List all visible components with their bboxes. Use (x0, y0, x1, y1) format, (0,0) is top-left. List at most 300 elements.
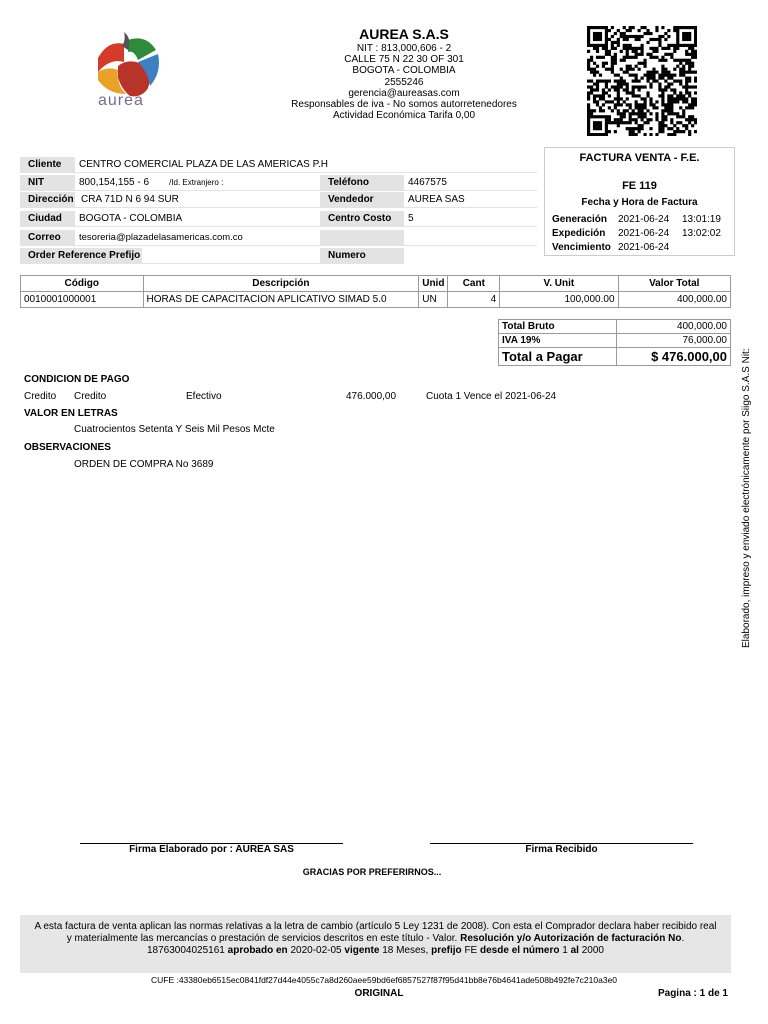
qr-module (655, 100, 658, 103)
qr-module (599, 32, 602, 35)
generation-date: 2021-06-24 (618, 214, 670, 225)
qr-module (638, 106, 641, 109)
qr-module (620, 115, 623, 118)
qr-module (614, 97, 617, 100)
payment-title: CONDICION DE PAGO (24, 374, 130, 385)
qr-module (661, 47, 664, 50)
legal-line2: y materialmente las mercancías o prestación de servicios descritos en este título - Valor. Resolución y/o Autorización de facturación No. (66, 933, 685, 944)
qr-module (599, 133, 602, 136)
qr-module (635, 118, 638, 121)
qr-module (617, 80, 620, 83)
city-label: Ciudad (20, 211, 75, 227)
qr-module (632, 109, 635, 112)
qr-module (599, 44, 602, 47)
qr-module (587, 68, 590, 71)
qr-module (605, 62, 608, 65)
observations-title: OBSERVACIONES (24, 442, 111, 453)
qr-module (670, 133, 673, 136)
qr-module (587, 112, 590, 115)
qr-module (679, 62, 682, 65)
qr-module (596, 115, 599, 118)
qr-module (694, 29, 697, 32)
qr-module (655, 71, 658, 74)
qr-module (614, 53, 617, 56)
qr-module (617, 112, 620, 115)
qr-module (596, 127, 599, 130)
qr-module (623, 59, 626, 62)
qr-module (587, 32, 590, 35)
qr-module (605, 35, 608, 38)
qr-module (679, 82, 682, 85)
qr-module (614, 103, 617, 106)
pay-label: Total a Pagar (499, 348, 617, 366)
qr-module (649, 77, 652, 80)
qr-module (635, 38, 638, 41)
qr-module (673, 29, 676, 32)
qr-module (676, 97, 679, 100)
qr-module (667, 44, 670, 47)
qr-module (661, 130, 664, 133)
qr-module (608, 121, 611, 124)
qr-module (590, 80, 593, 83)
qr-module (587, 121, 590, 124)
qr-module (691, 103, 694, 106)
qr-module (652, 50, 655, 53)
qr-module (670, 82, 673, 85)
qr-module (691, 85, 694, 88)
qr-module (596, 44, 599, 47)
qr-module (599, 35, 602, 38)
qr-module (673, 91, 676, 94)
nit-value: 800,154,155 - 6 (79, 177, 150, 188)
qr-module (626, 35, 629, 38)
qr-module (596, 85, 599, 88)
qr-module (638, 38, 641, 41)
qr-module (685, 85, 688, 88)
qr-module (605, 91, 608, 94)
qr-module (629, 29, 632, 32)
qr-module (614, 62, 617, 65)
qr-module (635, 77, 638, 80)
qr-module (605, 32, 608, 35)
qr-module (652, 56, 655, 59)
qr-module (614, 130, 617, 133)
qr-module (688, 59, 691, 62)
col-code: Código (21, 276, 144, 292)
qr-module (661, 26, 664, 29)
qr-module (688, 85, 691, 88)
qr-module (626, 97, 629, 100)
qr-module (614, 32, 617, 35)
foreign-id-label: /Id. Extranjero : (169, 178, 224, 187)
qr-module (685, 127, 688, 130)
qr-module (632, 130, 635, 133)
qr-module (620, 112, 623, 115)
qr-module (608, 88, 611, 91)
qr-module (643, 59, 646, 62)
qr-module (646, 32, 649, 35)
qr-module (685, 88, 688, 91)
qr-module (593, 35, 596, 38)
qr-module (608, 68, 611, 71)
qr-module (623, 121, 626, 124)
qr-module (596, 47, 599, 50)
qr-module (590, 44, 593, 47)
qr-module (605, 130, 608, 133)
qr-module (602, 47, 605, 50)
qr-module (590, 112, 593, 115)
qr-module (652, 103, 655, 106)
qr-module (667, 109, 670, 112)
invoice-number: FE 119 (622, 180, 657, 192)
iva-row (499, 334, 731, 348)
qr-module (587, 133, 590, 136)
qr-module (667, 106, 670, 109)
qr-module (593, 74, 596, 77)
qr-module (620, 82, 623, 85)
qr-module (679, 26, 682, 29)
qr-module (646, 109, 649, 112)
qr-module (602, 80, 605, 83)
qr-module (691, 106, 694, 109)
qr-module (632, 80, 635, 83)
qr-module (688, 115, 691, 118)
qr-module (694, 71, 697, 74)
qr-module (641, 112, 644, 115)
qr-module (611, 56, 614, 59)
qr-module (676, 47, 679, 50)
qr-module (626, 103, 629, 106)
qr-module (661, 109, 664, 112)
qr-module (635, 56, 638, 59)
qr-module (599, 26, 602, 29)
qr-module (638, 103, 641, 106)
qr-module (620, 32, 623, 35)
qr-module (599, 74, 602, 77)
company-city: BOGOTA - COLOMBIA (352, 65, 456, 77)
qr-module (688, 71, 691, 74)
qr-module (691, 53, 694, 56)
qr-module (605, 44, 608, 47)
qr-module (629, 118, 632, 121)
qr-module (635, 94, 638, 97)
qr-module (649, 100, 652, 103)
qr-module (682, 94, 685, 97)
invoice-dates-title: Fecha y Hora de Factura (581, 197, 698, 208)
qr-module (626, 109, 629, 112)
item-code: 0010001000001 (21, 292, 144, 308)
qr-module (673, 88, 676, 91)
qr-module (667, 77, 670, 80)
qr-module (593, 115, 596, 118)
qr-module (593, 127, 596, 130)
qr-module (685, 91, 688, 94)
qr-module (676, 94, 679, 97)
qr-module (596, 26, 599, 29)
qr-module (614, 56, 617, 59)
qr-module (694, 50, 697, 53)
qr-module (632, 56, 635, 59)
qr-module (667, 103, 670, 106)
qr-module (626, 38, 629, 41)
expedition-row (552, 228, 721, 239)
qr-module (632, 85, 635, 88)
totals-table (498, 319, 731, 366)
qr-module (685, 32, 688, 35)
qr-module (611, 41, 614, 44)
qr-module (694, 77, 697, 80)
qr-module (626, 88, 629, 91)
qr-module (682, 74, 685, 77)
qr-module (620, 68, 623, 71)
qr-module (599, 56, 602, 59)
qr-module (643, 115, 646, 118)
qr-module (617, 41, 620, 44)
qr-module (664, 53, 667, 56)
qr-module (694, 130, 697, 133)
qr-module (658, 85, 661, 88)
qr-module (652, 77, 655, 80)
qr-module (670, 118, 673, 121)
qr-module (664, 118, 667, 121)
qr-module (685, 44, 688, 47)
qr-module (638, 88, 641, 91)
qr-module (614, 85, 617, 88)
qr-module (649, 82, 652, 85)
qr-module (590, 68, 593, 71)
qr-module (635, 47, 638, 50)
qr-module (587, 127, 590, 130)
qr-module (626, 127, 629, 130)
qr-module (646, 118, 649, 121)
col-description: Descripción (143, 276, 419, 292)
company-address: CALLE 75 N 22 30 OF 301 (344, 54, 464, 66)
page-number: Pagina : 1 de 1 (657, 988, 728, 999)
qr-module (661, 103, 664, 106)
qr-module (664, 124, 667, 127)
cufe: CUFE :43380eb6515ec0841fdf27d44e4055c7a8d260aee59bd6ef6857527f87f95d41bb8e76b4641ade508b492fe7c210a3e0 (150, 975, 618, 985)
qr-module (688, 94, 691, 97)
qr-module (641, 62, 644, 65)
signature-prepared: Firma Elaborado por : AUREA SAS (129, 844, 294, 855)
qr-module (632, 68, 635, 71)
qr-module (670, 100, 673, 103)
qr-module (649, 127, 652, 130)
qr-module (676, 65, 679, 68)
qr-module (626, 82, 629, 85)
qr-module (611, 121, 614, 124)
qr-module (617, 85, 620, 88)
qr-module (602, 26, 605, 29)
qr-module (641, 97, 644, 100)
qr-module (670, 106, 673, 109)
qr-module (596, 94, 599, 97)
qr-module (679, 44, 682, 47)
qr-module (641, 77, 644, 80)
qr-module (670, 127, 673, 130)
qr-module (649, 133, 652, 136)
qr-module (626, 71, 629, 74)
qr-module (596, 35, 599, 38)
qr-module (646, 53, 649, 56)
qr-module (670, 97, 673, 100)
qr-module (685, 53, 688, 56)
qr-module (664, 85, 667, 88)
qr-module (623, 71, 626, 74)
qr-module (691, 100, 694, 103)
qr-module (587, 26, 590, 29)
qr-module (590, 133, 593, 136)
blank-value (404, 230, 537, 246)
qr-module (599, 38, 602, 41)
qr-module (688, 38, 691, 41)
qr-module (691, 56, 694, 59)
due-label: Vencimiento (552, 242, 611, 253)
qr-module (605, 115, 608, 118)
qr-module (682, 71, 685, 74)
qr-module (602, 97, 605, 100)
qr-module (605, 121, 608, 124)
qr-module (596, 56, 599, 59)
qr-module (667, 47, 670, 50)
qr-module (664, 32, 667, 35)
qr-module (638, 68, 641, 71)
qr-module (632, 47, 635, 50)
qr-module (617, 103, 620, 106)
qr-module (620, 77, 623, 80)
vertical-note: Elaborado, impreso y enviado electrónicamente por Siigo S.A.S Nit: (741, 348, 752, 648)
qr-module (667, 53, 670, 56)
qr-module (641, 53, 644, 56)
qr-module (658, 35, 661, 38)
qr-module (641, 118, 644, 121)
qr-module (682, 112, 685, 115)
city-value: BOGOTA - COLOMBIA (75, 211, 320, 227)
qr-module (691, 97, 694, 100)
qr-module (632, 74, 635, 77)
qr-module (587, 97, 590, 100)
qr-module (638, 124, 641, 127)
seller-value: AUREA SAS (404, 192, 537, 208)
qr-module (629, 130, 632, 133)
qr-module (643, 97, 646, 100)
qr-module (673, 26, 676, 29)
qr-module (691, 62, 694, 65)
qr-module (587, 124, 590, 127)
company-iva-note: Responsables de iva - No somos autorretenedores (291, 99, 517, 111)
col-qty: Cant (448, 276, 500, 292)
qr-module (626, 47, 629, 50)
qr-module (587, 41, 590, 44)
qr-module (652, 47, 655, 50)
qr-module (608, 29, 611, 32)
legal-line1: A esta factura de venta aplican las normas relativas a la letra de cambio (artículo 5 Ley 1231 de 2008). Con esta el Comprador declara haber recibido real (34, 921, 717, 932)
qr-module (643, 32, 646, 35)
qr-module (682, 44, 685, 47)
qr-module (643, 103, 646, 106)
qr-module (596, 38, 599, 41)
qr-module (587, 94, 590, 97)
qr-module (620, 35, 623, 38)
qr-module (608, 130, 611, 133)
qr-module (673, 100, 676, 103)
qr-module (605, 133, 608, 136)
qr-module (661, 77, 664, 80)
qr-module (611, 100, 614, 103)
legal-footer (20, 915, 731, 973)
qr-module (682, 85, 685, 88)
qr-module (646, 91, 649, 94)
qr-module (673, 47, 676, 50)
qr-module (661, 71, 664, 74)
qr-module (688, 80, 691, 83)
qr-module (691, 65, 694, 68)
qr-module (685, 59, 688, 62)
qr-module (664, 88, 667, 91)
qr-module (629, 121, 632, 124)
qr-module (682, 65, 685, 68)
qr-module (658, 124, 661, 127)
item-qty: 4 (448, 292, 500, 308)
qr-module (614, 118, 617, 121)
qr-module (632, 94, 635, 97)
qr-module (587, 85, 590, 88)
qr-module (673, 130, 676, 133)
qr-module (661, 115, 664, 118)
qr-module (643, 133, 646, 136)
qr-module (676, 121, 679, 124)
qr-module (682, 68, 685, 71)
qr-module (626, 44, 629, 47)
qr-module (605, 85, 608, 88)
qr-module (676, 41, 679, 44)
qr-module (629, 56, 632, 59)
qr-module (658, 77, 661, 80)
qr-module (596, 100, 599, 103)
qr-module (655, 50, 658, 53)
qr-module (670, 112, 673, 115)
qr-module (617, 121, 620, 124)
gross-row (499, 320, 731, 334)
qr-module (643, 74, 646, 77)
payment-type: Credito (24, 391, 57, 402)
qr-module (694, 103, 697, 106)
qr-module (658, 74, 661, 77)
qr-module (682, 59, 685, 62)
qr-module (593, 71, 596, 74)
gross-value: 400,000.00 (616, 320, 731, 334)
qr-module (605, 82, 608, 85)
qr-module (670, 77, 673, 80)
qr-module (685, 35, 688, 38)
qr-module (655, 26, 658, 29)
qr-module (593, 121, 596, 124)
qr-module (685, 82, 688, 85)
qr-module (670, 109, 673, 112)
qr-module (649, 112, 652, 115)
qr-module (694, 85, 697, 88)
qr-module (694, 38, 697, 41)
qr-module (673, 80, 676, 83)
qr-module (623, 80, 626, 83)
qr-module (602, 62, 605, 65)
qr-module (620, 103, 623, 106)
qr-module (641, 50, 644, 53)
qr-module (685, 77, 688, 80)
qr-module (599, 109, 602, 112)
qr-module (676, 29, 679, 32)
qr-module (638, 80, 641, 83)
